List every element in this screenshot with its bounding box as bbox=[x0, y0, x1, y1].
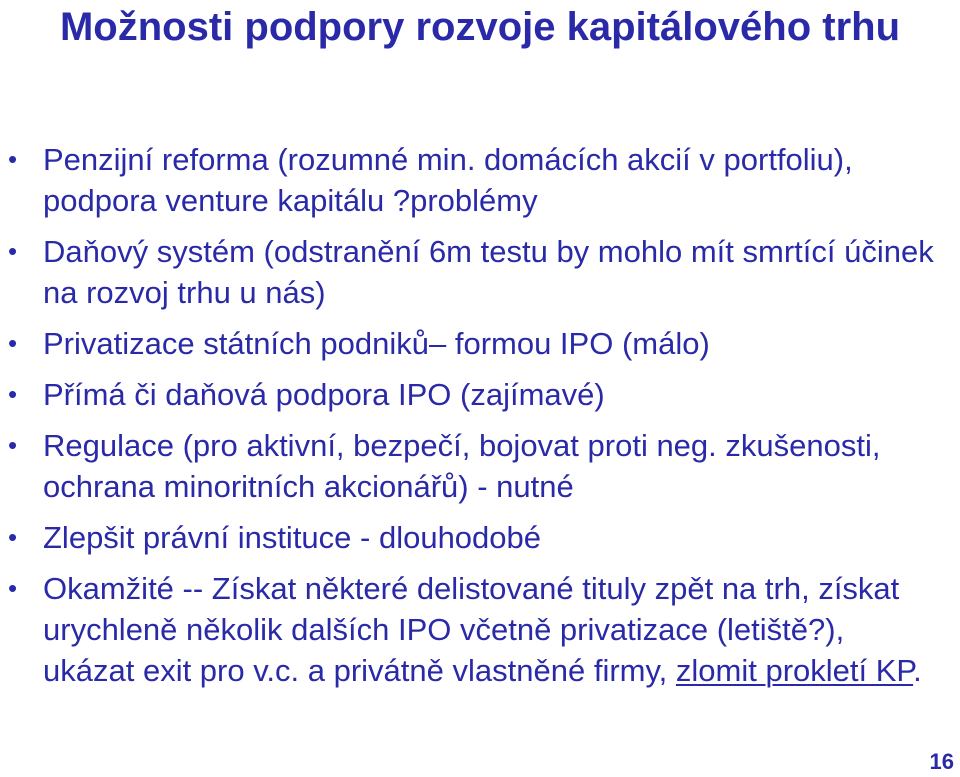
bullet-suffix: . bbox=[913, 653, 922, 688]
page-number: 16 bbox=[929, 749, 954, 774]
bullet-item bbox=[0, 568, 940, 691]
bullet-list bbox=[0, 139, 940, 701]
bullet-item bbox=[0, 517, 940, 558]
bullet-item bbox=[0, 323, 940, 364]
bullet-text: Regulace (pro aktivní, bezpečí, bojovat proti neg. zkušenosti, ochrana minoritních akcionářů) - nutné bbox=[43, 428, 881, 504]
bullet-text: Zlepšit právní instituce - dlouhodobé bbox=[43, 520, 542, 555]
bullet-item bbox=[0, 139, 940, 221]
slide-title: Možnosti podpory rozvoje kapitálového trhu bbox=[59, 5, 901, 49]
bullet-text: Přímá či daňová podpora IPO (zajímavé) bbox=[43, 377, 605, 412]
bullet-text: Penzijní reforma (rozumné min. domácích akcií v portfoliu), podpora venture kapitálu ?problémy bbox=[43, 142, 853, 218]
underlined-phrase: zlomit prokletí KP bbox=[675, 653, 914, 688]
bullet-text: Privatizace státních podniků– formou IPO (málo) bbox=[43, 326, 710, 361]
bullet-item bbox=[0, 231, 940, 313]
bullet-item bbox=[0, 374, 940, 415]
bullet-text: Okamžité -- Získat některé delistované tituly zpět na trh, získat urychleně několik dalších IPO včetně privatizace (letiště?), ukázat exit pro v.c. a privátně vlastněné firmy, bbox=[43, 571, 900, 688]
bullet-item bbox=[0, 425, 940, 507]
bullet-text: Daňový systém (odstranění 6m testu by mohlo mít smrtící účinek na rozvoj trhu u nás) bbox=[43, 234, 934, 310]
